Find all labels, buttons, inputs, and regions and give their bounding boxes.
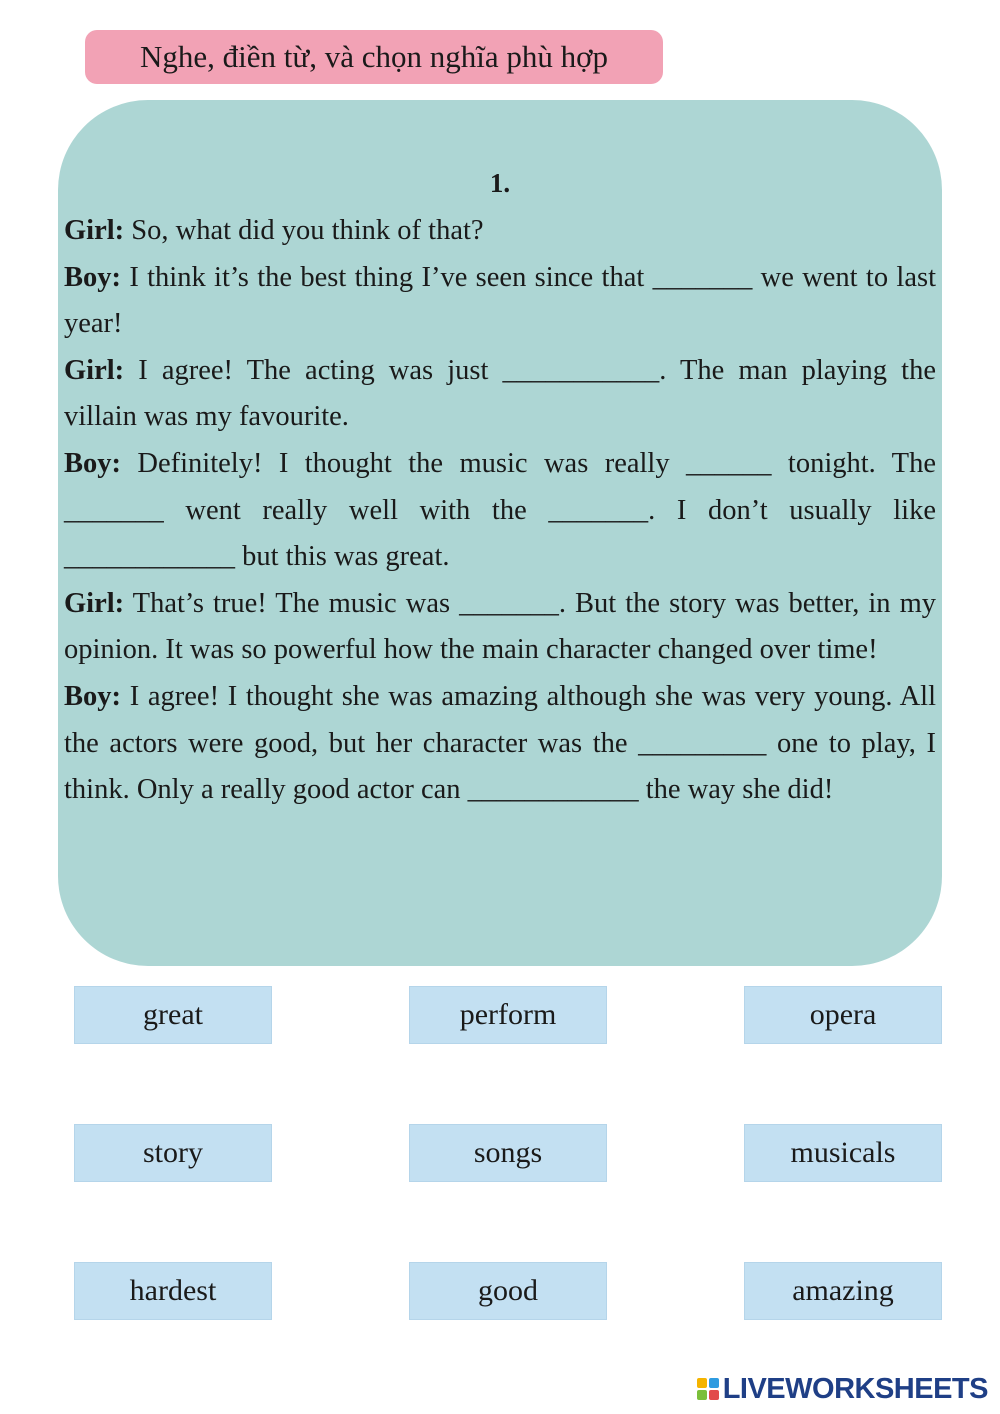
line-text: I agree! I thought she was amazing although she was very young. All the actors were good, but her character was the _________ one to play, I think. Only a really good actor can ____________ the way she did! <box>64 680 936 806</box>
logo-text: LIVEWORKSHEETS <box>722 1372 988 1405</box>
word-option[interactable]: story <box>74 1124 272 1182</box>
line-text: I agree! The acting was just ___________. The man playing the villain was my favourite. <box>64 354 936 433</box>
dialog-line <box>64 208 936 255</box>
speaker-label: Girl: <box>64 215 125 246</box>
speaker-label: Boy: <box>64 447 121 479</box>
line-text: That’s true! The music was _______. But the story was better, in my opinion. It was so powerful how the main character changed over time! <box>64 587 936 666</box>
word-option[interactable]: musicals <box>744 1124 942 1182</box>
line-text: So, what did you think of that? <box>124 215 484 246</box>
exercise-number: 1. <box>489 168 511 198</box>
speaker-label: Boy: <box>64 680 121 712</box>
dialog-line <box>64 581 936 674</box>
speaker-label: Girl: <box>64 354 125 386</box>
dialog-line <box>64 441 936 581</box>
dialog-line <box>64 348 936 441</box>
speaker-label: Boy: <box>64 261 121 293</box>
dialog-line <box>64 255 936 348</box>
dialog-text <box>64 208 936 814</box>
liveworksheets-icon <box>697 1378 719 1400</box>
word-option[interactable]: amazing <box>744 1262 942 1320</box>
line-text: I think it’s the best thing I’ve seen since that _______ we went to last year! <box>64 261 936 340</box>
word-option[interactable]: perform <box>409 986 607 1044</box>
word-option[interactable]: songs <box>409 1124 607 1182</box>
worksheet-title: Nghe, điền từ, và chọn nghĩa phù hợp <box>85 30 663 84</box>
word-option[interactable]: great <box>74 986 272 1044</box>
word-option[interactable]: good <box>409 1262 607 1320</box>
line-text: Definitely! I thought the music was really ______ tonight. The _______ went really well with the _______. I don’t usually like ____________ but this was great. <box>64 447 936 573</box>
speaker-label: Girl: <box>64 587 125 619</box>
liveworksheets-logo <box>697 1372 988 1406</box>
word-option[interactable]: opera <box>744 986 942 1044</box>
dialog-line <box>64 674 936 814</box>
word-option[interactable]: hardest <box>74 1262 272 1320</box>
